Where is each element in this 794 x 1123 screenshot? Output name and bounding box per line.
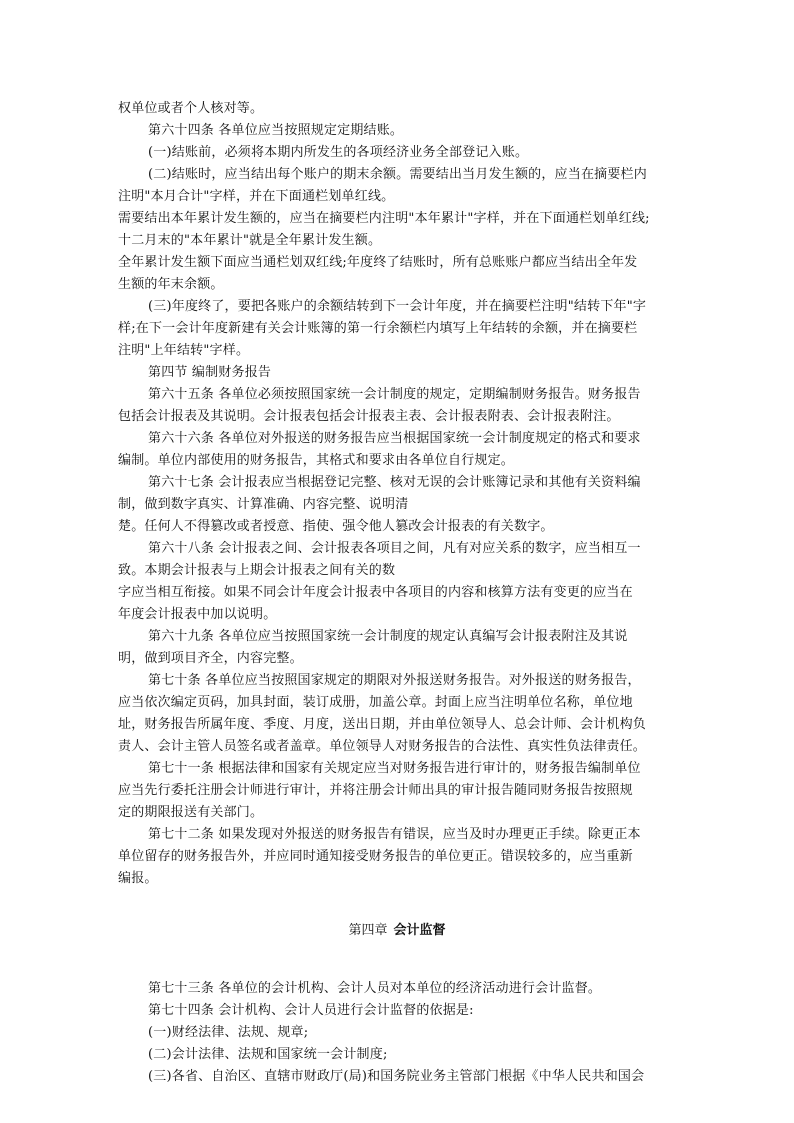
article-72: 第七十二条 如果发现对外报送的财务报告有错误，应当及时办理更正手续。除更正本 — [148, 827, 641, 842]
text-line: (三)各省、自治区、直辖市财政厅(局)和国务院业务主管部门根据《中华人民共和国会 — [148, 1069, 645, 1084]
article-73: 第七十三条 各单位的会计机构、会计人员对本单位的经济活动进行会计监督。 — [148, 981, 602, 996]
text-line: 注明"上年结转"字样。 — [118, 343, 250, 358]
text-line: 定的期限报送有关部门。 — [118, 805, 264, 820]
text-line: 样;在下一会计年度新建有关会计账簿的第一行余额栏内填写上年结转的余额，并在摘要栏 — [118, 321, 638, 336]
text-line: 应当依次编定页码，加具封面，装订成册，加盖公章。封面上应当注明单位名称，单位地 — [118, 695, 633, 710]
text-line: 编制。单位内部使用的财务报告，其格式和要求由各单位自行规定。 — [118, 453, 515, 468]
text-line: 楚。任何人不得篡改或者授意、指使、强令他人篡改会计报表的有关数字。 — [118, 519, 554, 534]
text-line: 制，做到数字真实、计算准确、内容完整、说明清 — [118, 497, 409, 512]
text-line: 单位留存的财务报告外，并应同时通知接受财务报告的单位更正。错误较多的，应当重新 — [118, 849, 633, 864]
article-70: 第七十条 各单位应当按照国家规定的期限对外报送财务报告。对外报送的财务报告， — [148, 673, 641, 688]
article-74: 第七十四条 会计机构、会计人员进行会计监督的依据是: — [148, 1003, 474, 1018]
text-line: 生额的年末余额。 — [118, 277, 224, 292]
text-line: 明，做到项目齐全，内容完整。 — [118, 651, 303, 666]
article-66: 第六十六条 各单位对外报送的财务报告应当根据国家统一会计制度规定的格式和要求 — [148, 431, 641, 446]
chapter-label: 第四章 — [348, 923, 388, 938]
article-64: 第六十四条 各单位应当按照规定定期结账。 — [148, 123, 404, 138]
text-line: 注明"本月合计"字样，并在下面通栏划单红线。 — [118, 189, 395, 204]
text-line: (一)财经法律、法规、规章; — [148, 1025, 309, 1040]
text-line: 需要结出本年累计发生额的，应当在摘要栏内注明"本年累计"字样，并在下面通栏划单红线; — [118, 211, 650, 226]
text-line: (二)结账时，应当结出每个账户的期末余额。需要结出当月发生额的，应当在摘要栏内 — [148, 167, 647, 182]
article-71: 第七十一条 根据法律和国家有关规定应当对财务报告进行审计的，财务报告编制单位 — [148, 761, 641, 776]
article-67: 第六十七条 会计报表应当根据登记完整、核对无误的会计账簿记录和其他有关资料编 — [148, 475, 641, 490]
text-line: 址，财务报告所属年度、季度、月度，送出日期，并由单位领导人、总会计师、会计机构负 — [118, 717, 647, 732]
text-line: 致。本期会计报表与上期会计报表之间有关的数 — [118, 563, 396, 578]
chapter-heading — [0, 920, 794, 942]
text-line: 字应当相互衔接。如果不同会计年度会计报表中各项目的内容和核算方法有变更的应当在 — [118, 585, 633, 600]
text-line: 年度会计报表中加以说明。 — [118, 607, 277, 622]
text-line: 全年累计发生额下面应当通栏划双红线;年度终了结账时，所有总账账户都应当结出全年发 — [118, 255, 638, 270]
text-line: 应当先行委托注册会计师进行审计，并将注册会计师出具的审计报告随同财务报告按照规 — [118, 783, 633, 798]
chapter-title: 会计监督 — [393, 923, 446, 938]
text-line: (一)结账前，必须将本期内所发生的各项经济业务全部登记入账。 — [148, 145, 529, 160]
article-69: 第六十九条 各单位应当按照国家统一会计制度的规定认真编写会计报表附注及其说 — [148, 629, 628, 644]
text-line: 权单位或者个人核对等。 — [118, 101, 264, 116]
article-65: 第六十五条 各单位必须按照国家统一会计制度的规定，定期编制财务报告。财务报告 — [148, 387, 641, 402]
text-line: 责人、会计主管人员签名或者盖章。单位领导人对财务报告的合法性、真实性负法律责任。 — [118, 739, 647, 754]
text-line: 十二月末的"本年累计"就是全年累计发生额。 — [118, 233, 382, 248]
article-68: 第六十八条 会计报表之间、会计报表各项目之间，凡有对应关系的数字，应当相互一 — [148, 541, 641, 556]
text-line: 编报。 — [118, 871, 158, 886]
text-line: (二)会计法律、法规和国家统一会计制度; — [148, 1047, 388, 1062]
text-line: (三)年度终了，要把各账户的余额结转到下一会计年度，并在摘要栏注明"结转下年"字 — [148, 299, 647, 314]
text-line: 包括会计报表及其说明。会计报表包括会计报表主表、会计报表附表、会计报表附注。 — [118, 409, 620, 424]
section-heading: 第四节 编制财务报告 — [148, 365, 272, 380]
